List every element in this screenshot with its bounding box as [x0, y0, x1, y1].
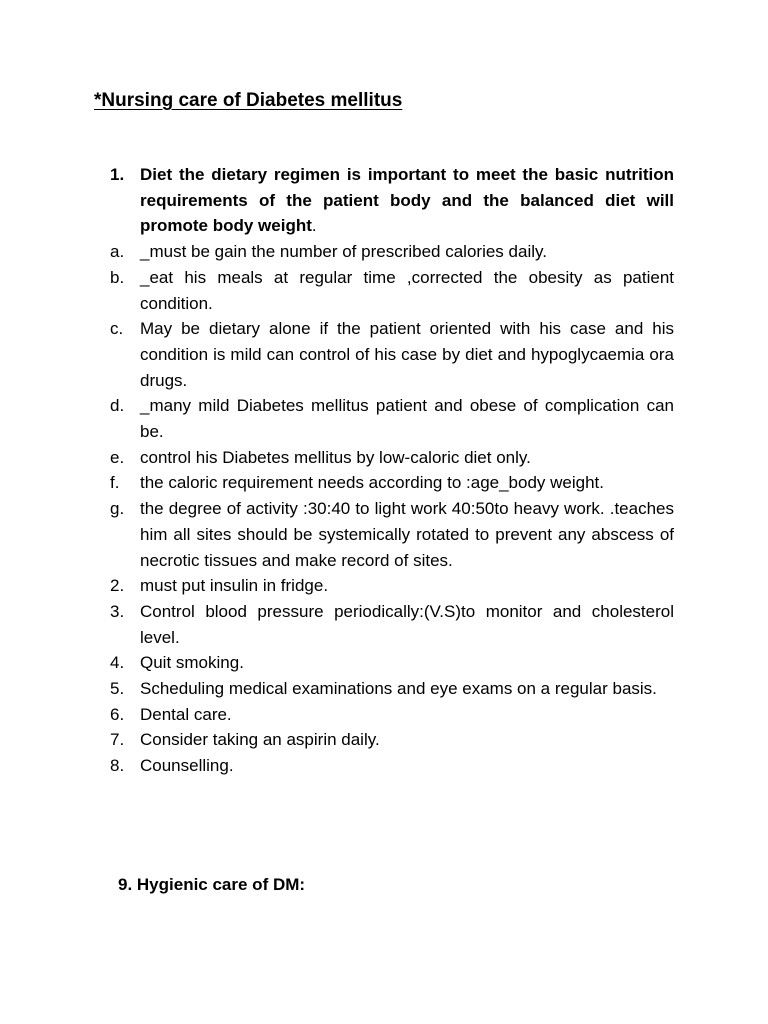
list-marker: 6. — [110, 704, 125, 724]
list-item — [110, 702, 674, 728]
list-item-text: _many mild Diabetes mellitus patient and obese of complication can be. — [140, 396, 674, 442]
list-item — [110, 162, 674, 239]
list-marker: f. — [110, 473, 120, 493]
list-item — [110, 393, 674, 444]
list-marker: 5. — [110, 679, 125, 699]
list-marker: b. — [110, 267, 125, 287]
list-item — [110, 265, 674, 316]
list-item-text: Quit smoking. — [140, 653, 244, 673]
list-marker: 1. — [110, 165, 125, 184]
list-item-text: control his Diabetes mellitus by low-caloric diet only. — [140, 447, 531, 467]
list-marker: 4. — [110, 653, 125, 673]
list-item-text: _eat his meals at regular time ,corrected the obesity as patient condition. — [140, 267, 674, 313]
list-item — [110, 727, 674, 753]
list-item — [110, 496, 674, 573]
list-item-text: _must be gain the number of prescribed calories daily. — [140, 242, 547, 262]
list-item-text: Scheduling medical examinations and eye exams on a regular basis. — [140, 679, 657, 699]
list-item — [110, 599, 674, 650]
list-item-tail: . — [311, 216, 317, 236]
list-marker: 2. — [110, 576, 125, 596]
list-item — [110, 753, 674, 779]
list-item — [110, 470, 674, 496]
list-item — [110, 650, 674, 676]
list-item-text: must put insulin in fridge. — [140, 576, 329, 596]
page-title: *Nursing care of Diabetes mellitus — [94, 90, 403, 111]
list-marker: 8. — [110, 756, 125, 776]
list-marker: a. — [110, 242, 125, 262]
list-marker: e. — [110, 447, 125, 467]
list-item-text: Counselling. — [140, 756, 234, 776]
list-item — [110, 676, 674, 702]
list-item — [110, 445, 674, 471]
list-item — [110, 316, 674, 393]
list-item-text: the caloric requirement needs according to :age_body weight. — [140, 473, 605, 493]
list-marker: 3. — [110, 601, 125, 621]
list-item-text: Consider taking an aspirin daily. — [140, 730, 380, 750]
list-item-text: Control blood pressure periodically:(V.S)to monitor and cholesterol level. — [140, 601, 674, 647]
list-marker: d. — [110, 396, 125, 416]
list-item — [110, 573, 674, 599]
list-item — [110, 239, 674, 265]
list-item-bold-text: Diet the dietary regimen is important to meet the basic nutrition requirements of the patient body and the balanced diet will promote body weight — [140, 165, 674, 236]
list-item-text: Dental care. — [140, 704, 232, 724]
list-marker: g. — [110, 499, 125, 519]
list-item-text: the degree of activity :30:40 to light work 40:50to heavy work. .teaches him all sites should be systemically rotated to prevent any abscess of necrotic tissues and make record of sites. — [140, 499, 674, 570]
list-marker: 7. — [110, 730, 125, 750]
care-list — [110, 162, 674, 779]
section-heading: 9. Hygienic care of DM: — [118, 875, 306, 894]
list-marker: c. — [110, 319, 124, 339]
list-item-text: May be dietary alone if the patient oriented with his case and his condition is mild can control of his case by diet and hypoglycaemia ora drugs. — [140, 319, 674, 390]
list-item-text — [140, 162, 674, 239]
